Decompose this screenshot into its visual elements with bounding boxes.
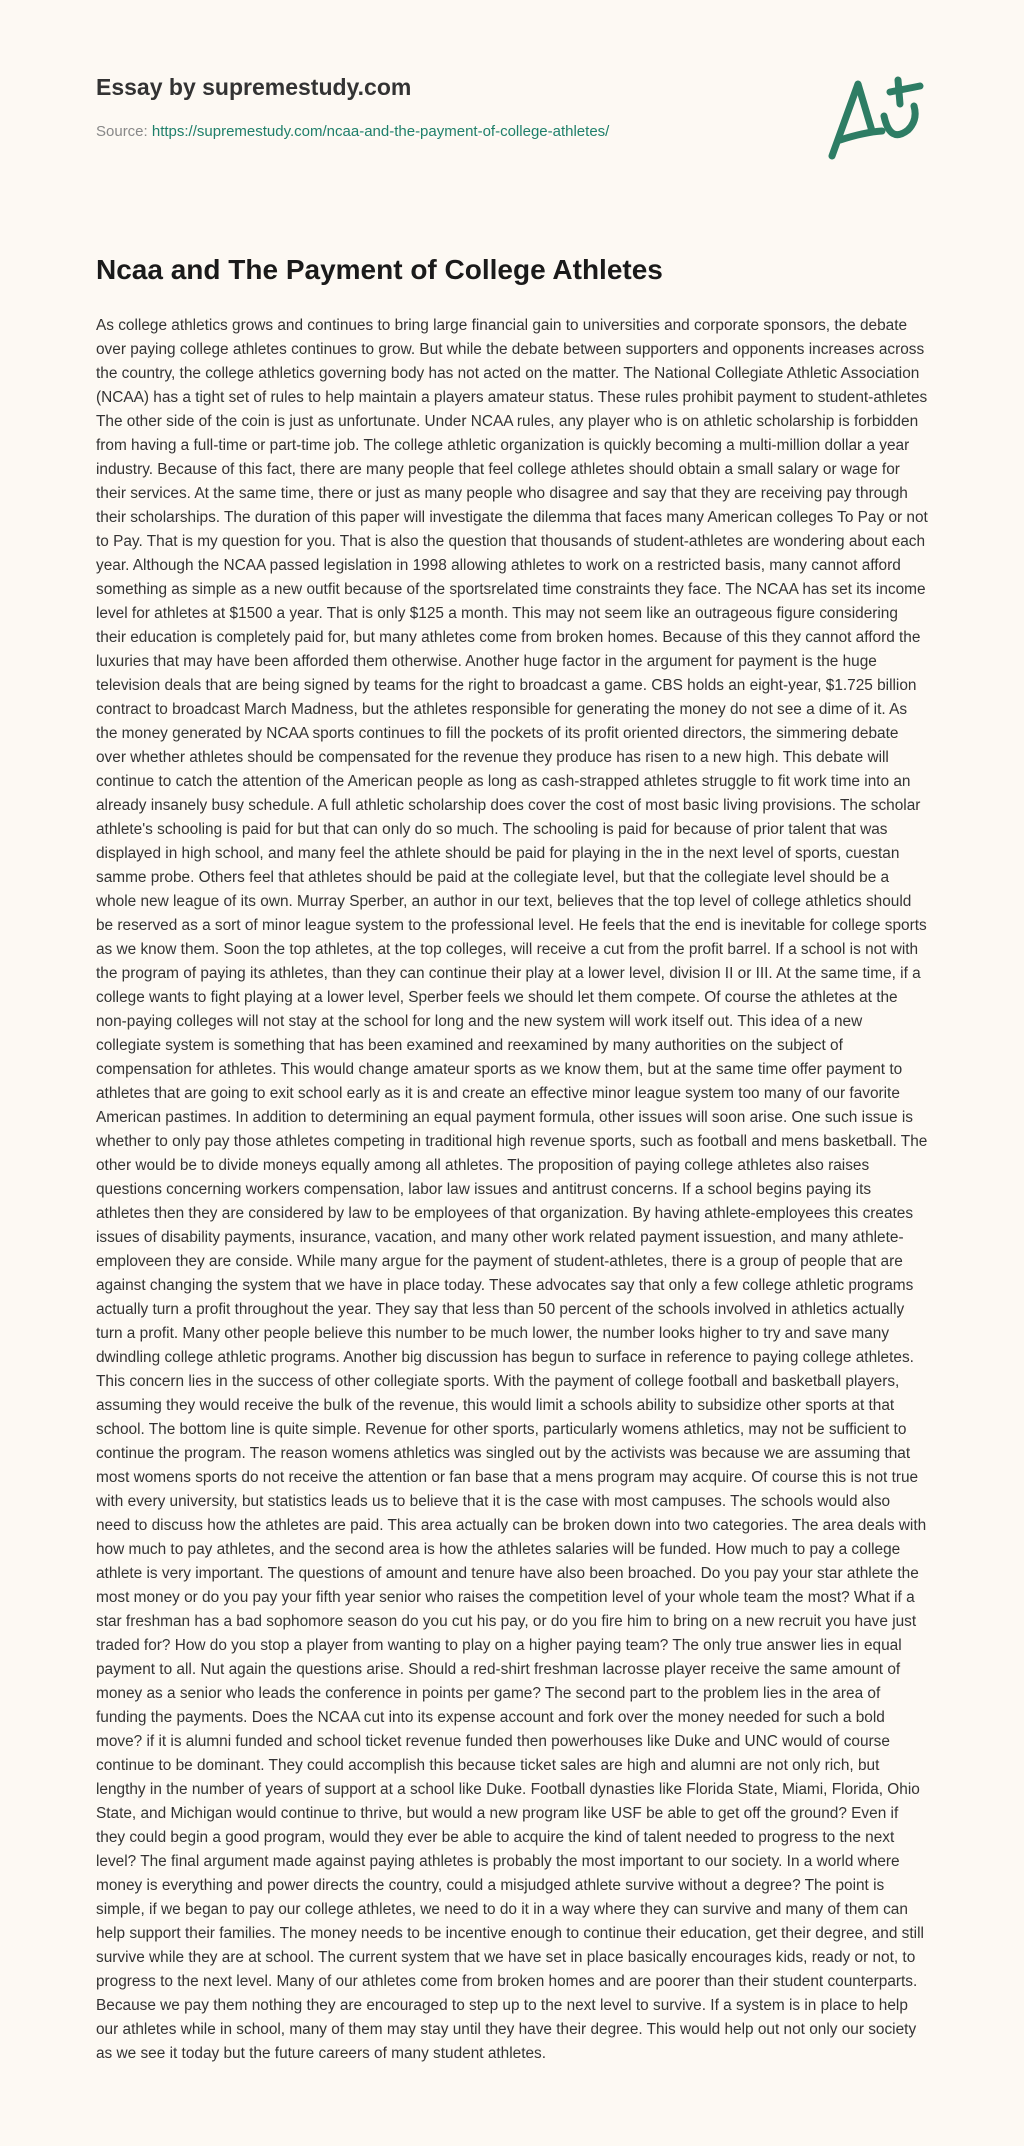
article-title: Ncaa and The Payment of College Athletes (96, 254, 663, 285)
a-plus-logo-icon (820, 66, 930, 166)
site-title: Essay by supremestudy.com (96, 74, 412, 100)
article-body: As college athletics grows and continues to bring large financial gain to universities and corporate sponsors, the debate over paying college athletes continues to grow. But while the debate between supporters and opponents increases across the country, the college athletics governing body has not acted on the matter. The National Collegiate Athletic Association (NCAA) has a tight set of rules to help maintain a players amateur status. These rules prohibit payment to student-athletes The other side of the coin is just as unfortunate. Under NCAA rules, any player who is on athletic scholarship is forbidden from having a full-time or part-time job. The college athletic organization is quickly becoming a multi-million dollar a year industry. Because of this fact, there are many people that feel college athletes should obtain a small salary or wage for their services. At the same time, there or just as many people who disagree and say that they are receiving pay through their scholarships. The duration of this paper will investigate the dilemma that faces many American colleges To Pay or not to Pay. That is my question for you. That is also the question that thousands of student-athletes are wondering about each year. Although the NCAA passed legislation in 1998 allowing athletes to work on a restricted basis, many cannot afford something as simple as a new outfit because of the sportsrelated time constraints they face. The NCAA has set its income level for athletes at $1500 a year. That is only $125 a month. This may not seem like an outrageous figure considering their education is completely paid for, but many athletes come from broken homes. Because of this they cannot afford the luxuries that may have been afforded them otherwise. Another huge factor in the argument for payment is the huge television deals that are being signed by teams for the right to broadcast a game. CBS holds an eight-year, $1.725 billion contract to broadcast March Madness, but the athletes responsible for generating the money do not see a dime of it. As the money generated by NCAA sports continues to fill the pockets of its profit oriented directors, the simmering debate over whether athletes should be compensated for the revenue they produce has risen to a new high. This debate will continue to catch the attention of the American people as long as cash-strapped athletes struggle to fit work time into an already insanely busy schedule. A full athletic scholarship does cover the cost of most basic living provisions. The scholar athlete's schooling is paid for but that can only do so much. The schooling is paid for because of prior talent that was displayed in high school, and many feel the athlete should be paid for playing in the in the next level of sports, cuestan samme probe. Others feel that athletes should be paid at the collegiate level, but that the collegiate level should be a whole new league of its own. Murray Sperber, an author in our text, believes that the top level of college athletics should be reserved as a sort of minor league system to the professional level. He feels that the end is inevitable for college sports as we know them. Soon the top athletes, at the top colleges, will receive a cut from the profit barrel. If a school is not with the program of paying its athletes, than they can continue their play at a lower level, division II or III. At the same time, if a college wants to fight playing at a lower level, Sperber feels we should let them compete. Of course the athletes at the non-paying colleges will not stay at the school for long and the new system will work itself out. This idea of a new collegiate system is something that has been examined and reexamined by many authorities on the subject of compensation for athletes. This would change amateur sports as we know them, but at the same time offer payment to athletes that are going to exit school early as it is and create an effective minor league system too many of our favorite American pastimes. In addition to determining an equal payment formula, other issues will soon arise. One such issue is whether to only pay those athletes competing in traditional high revenue sports, such as football and mens basketball. The other would be to divide moneys equally among all athletes. The proposition of paying college athletes also raises questions concerning workers compensation, labor law issues and antitrust concerns. If a school begins paying its athletes then they are considered by law to be employees of that organization. By having athlete-employees this creates issues of disability payments, insurance, vacation, and many other work related payment issuestion, and many athlete-emploveen they are conside. While many argue for the payment of student-athletes, there is a group of people that are against changing the system that we have in place today. These advocates say that only a few college athletic programs actually turn a profit throughout the year. They say that less than 50 percent of the schools involved in athletics actually turn a profit. Many other people believe this number to be much lower, the number looks higher to try and save many dwindling college athletic programs. Another big discussion has begun to surface in reference to paying college athletes. This concern lies in the success of other collegiate sports. With the payment of college football and basketball players, assuming they would receive the bulk of the revenue, this would limit a schools ability to subsidize other sports at that school. The bottom line is quite simple. Revenue for other sports, particularly womens athletics, may not be sufficient to continue the program. The reason womens athletics was singled out by the activists was because we are assuming that most womens sports do not receive the attention or fan base that a mens program may acquire. Of course this is not true with every university, but statistics leads us to believe that it is the case with most campuses. The schools would also need to discuss how the athletes are paid. This area actually can be broken down into two categories. The area deals with how much to pay athletes, and the second area is how the athletes salaries will be funded. How much to pay a college athlete is very important. The questions of amount and tenure have also been broached. Do you pay your star athlete the most money or do you pay your fifth year senior who raises the competition level of your whole team the most? What if a star freshman has a bad sophomore season do you cut his pay, or do you fire him to bring on a new recruit you have just traded for? How do you stop a player from wanting to play on a higher paying team? The only true answer lies in equal payment to all. Nut again the questions arise. Should a red-shirt freshman lacrosse player receive the same amount of money as a senior who leads the conference in points per game? The second part to the problem lies in the area of funding the payments. Does the NCAA cut into its expense account and fork over the money needed for such a bold move? if it is alumni funded and school ticket revenue funded then powerhouses like Duke and UNC would of course continue to be dominant. They could accomplish this because ticket sales are high and alumni are not only rich, but lengthy in the number of years of support at a school like Duke. Football dynasties like Florida State, Miami, Florida, Ohio State, and Michigan would continue to thrive, but would a new program like USF be able to get off the ground? Even if they could begin a good program, would they ever be able to acquire the kind of talent needed to progress to the next level? The final argument made against paying athletes is probably the most important to our society. In a world where money is everything and power directs the country, could a misjudged athlete survive without a degree? The point is simple, if we began to pay our college athletes, we need to do it in a way where they can survive and many of them can help support their families. The money needs to be incentive enough to continue their education, get their degree, and still survive while they are at school. The current system that we have set in place basically encourages kids, ready or not, to progress to the next level. Many of our athletes come from broken homes and are poorer than their student counterparts. Because we pay them nothing they are encouraged to step up to the next level to survive. If a system is in place to help our athletes while in school, many of them may stay until they have their degree. This would help out not only our society as we see it today but the future careers of many student athletes. (96, 317, 928, 2062)
source-link[interactable]: https://supremestudy.com/ncaa-and-the-payment-of-college-athletes/ (151, 123, 610, 140)
source-line (96, 123, 609, 140)
source-label: Source: (96, 123, 152, 140)
page-header (0, 0, 1024, 190)
